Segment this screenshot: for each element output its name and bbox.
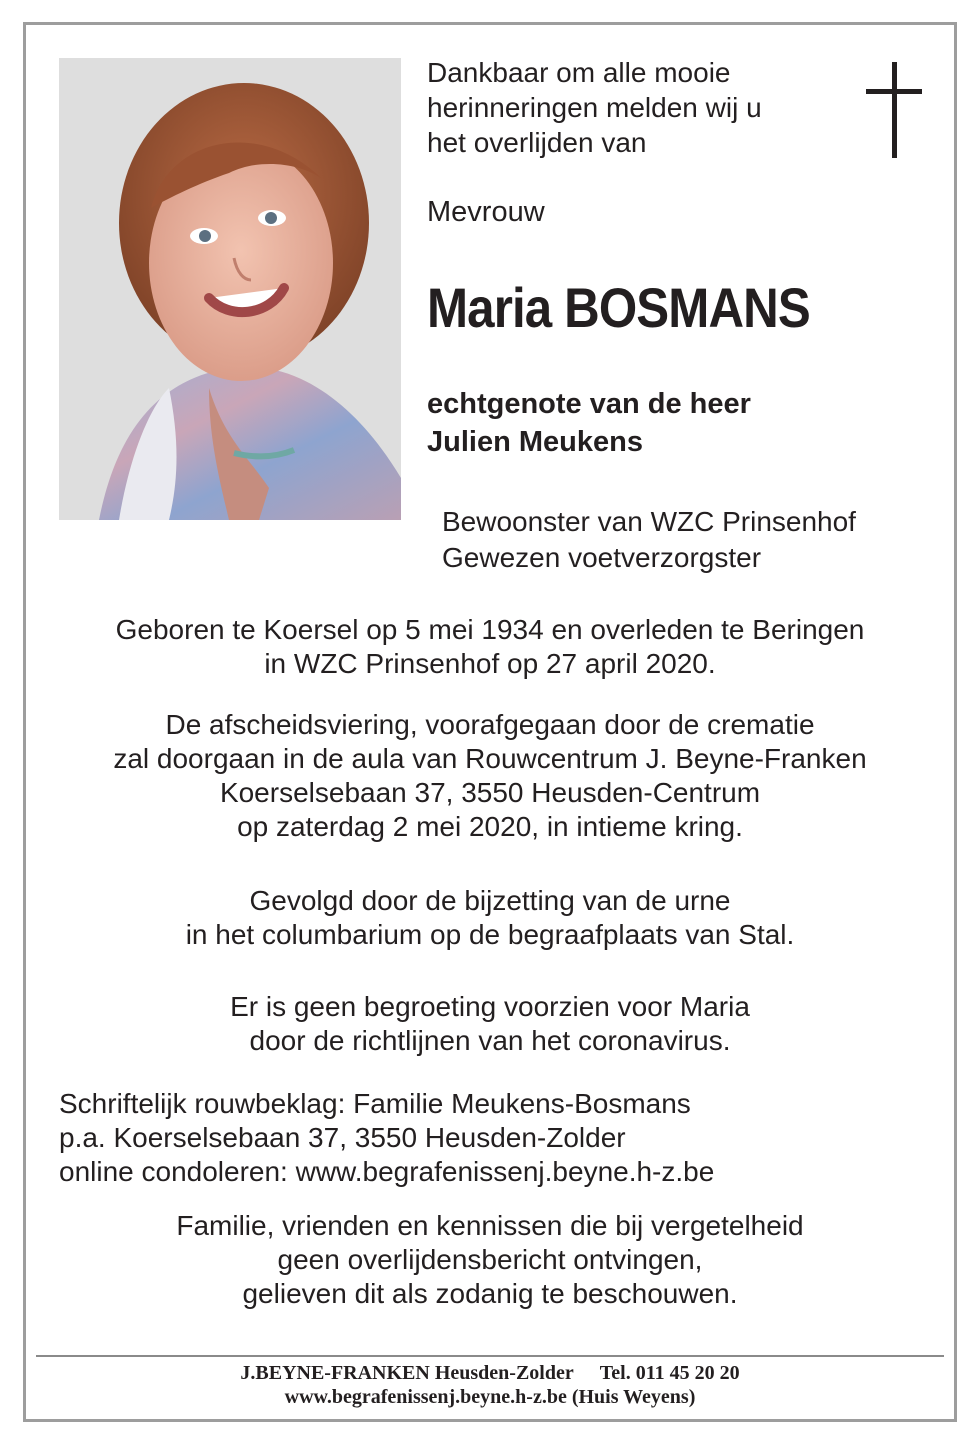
paragraph-line: op zaterdag 2 mei 2020, in intieme kring. [237,811,743,842]
paragraph-line: Familie, vrienden en kennissen die bij vergetelheid [176,1210,804,1241]
cross-icon [866,62,922,158]
portrait-photo [59,58,401,520]
paragraph-line: Gevolgd door de bijzetting van de urne [249,885,731,916]
footer-company-line [30,1361,950,1385]
spouse-text [427,385,751,461]
paragraph-line: De afscheidsviering, voorafgegaan door de crematie [165,709,815,740]
condolences-paragraph [59,1087,714,1189]
paragraph-line: in het columbarium op de begraafplaats van Stal. [185,919,795,950]
paragraph-line: p.a. Koerselsebaan 37, 3550 Heusden-Zolder [59,1122,626,1153]
paragraph-line: door de richtlijnen van het coronavirus. [249,1025,731,1056]
paragraph-line: in WZC Prinsenhof op 27 april 2020. [264,648,716,679]
family-note-paragraph [30,1209,950,1311]
paragraph-line: online condoleren: www.begrafenissenj.beyne.h-z.be [59,1156,715,1187]
paragraph-line: Schriftelijk rouwbeklag: Familie Meukens-Bosmans [59,1088,691,1119]
roles-text [442,504,856,576]
intro-text [427,55,847,160]
paragraph-line: Er is geen begroeting voorzien voor Maria [230,991,750,1022]
role-line: Bewoonster van WZC Prinsenhof [442,506,856,537]
deceased-name: Maria BOSMANS [427,276,810,339]
paragraph-line: Koerselsebaan 37, 3550 Heusden-Centrum [219,777,761,808]
paragraph-line: gelieven dit als zodanig te beschouwen. [242,1278,738,1309]
footer-phone: Tel. 011 45 20 20 [599,1362,740,1384]
ceremony-paragraph [30,708,950,844]
intro-line: Dankbaar om alle mooie [427,57,731,88]
footer-website: www.begrafenissenj.beyne.h-z.be (Huis Weyens) [284,1386,696,1408]
spouse-line: Julien Meukens [427,426,643,458]
role-line: Gewezen voetverzorgster [442,542,762,573]
paragraph-line: Geboren te Koersel op 5 mei 1934 en overleden te Beringen [115,614,865,645]
footer-divider [36,1355,944,1357]
intro-line: herinneringen melden wij u [427,92,762,123]
intro-line: het overlijden van [427,127,647,158]
footer-company: J.BEYNE-FRANKEN Heusden-Zolder [240,1362,574,1384]
birth-death-paragraph [30,613,950,681]
paragraph-line: geen overlijdensbericht ontvingen, [277,1244,703,1275]
deceased-title: Mevrouw [427,196,545,228]
spouse-line: echtgenote van de heer [427,388,751,420]
urn-paragraph [30,884,950,952]
greeting-paragraph [30,990,950,1058]
paragraph-line: zal doorgaan in de aula van Rouwcentrum J. Beyne-Franken [113,743,867,774]
